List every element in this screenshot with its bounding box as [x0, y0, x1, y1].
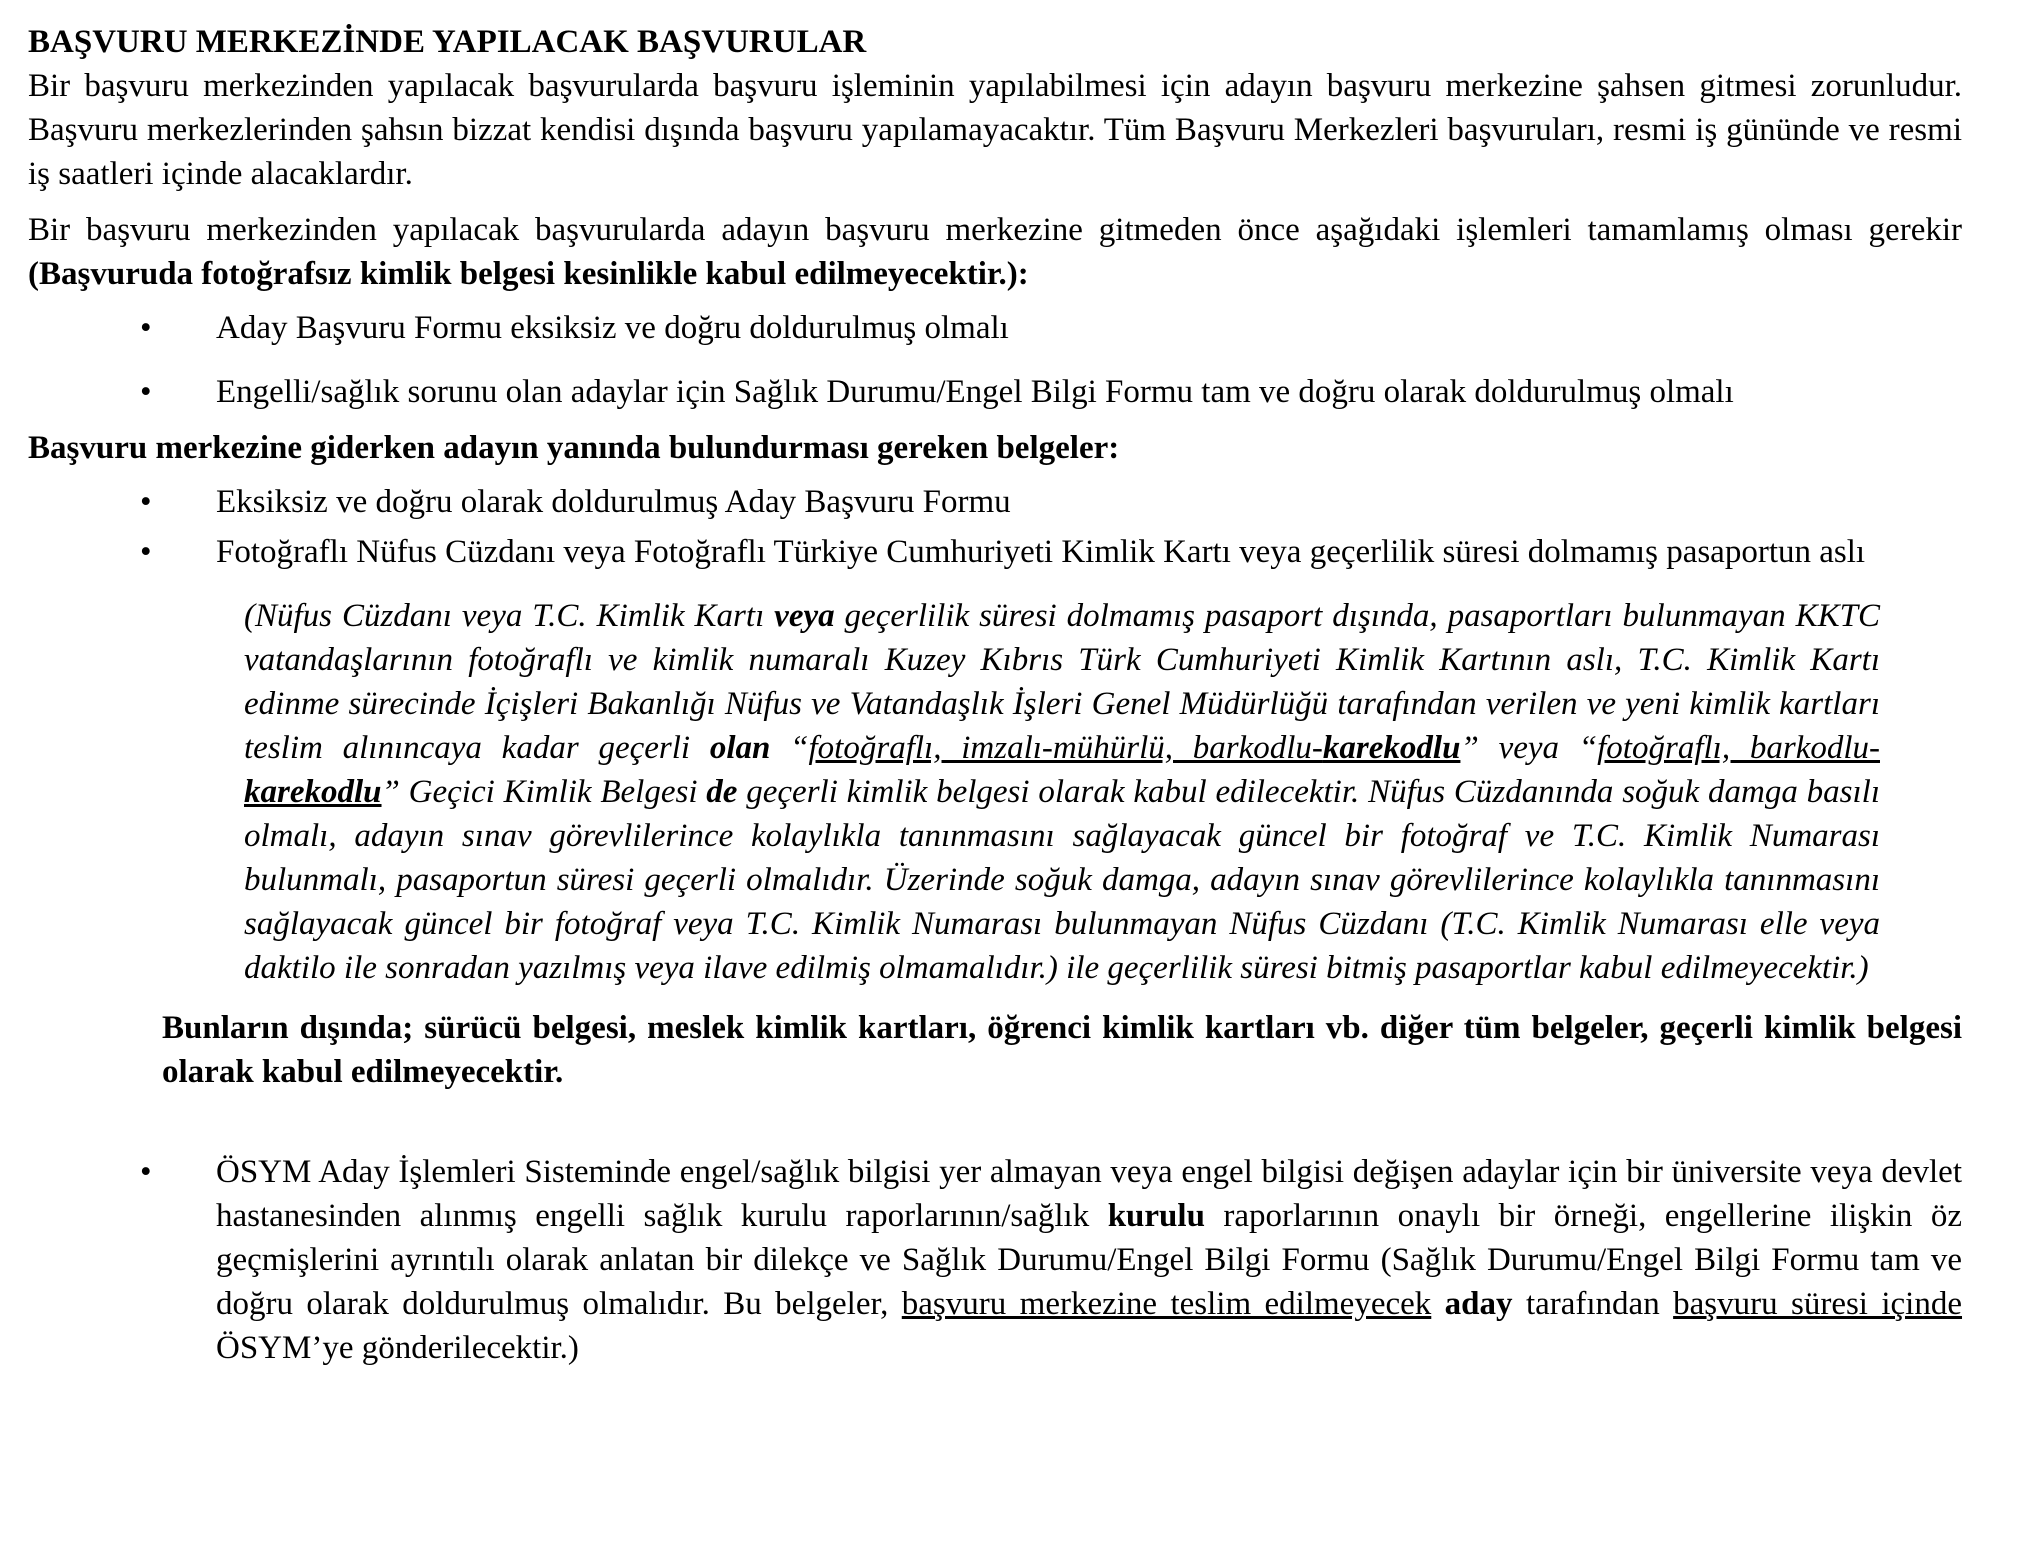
- list-item-text: Aday Başvuru Formu eksiksiz ve doğru doldurulmuş olmalı: [216, 310, 1009, 346]
- documents-heading: Başvuru merkezine giderken adayın yanında bulundurması gereken belgeler:: [28, 430, 1120, 466]
- note-bold: de: [706, 774, 738, 810]
- list-item: [28, 1150, 1962, 1370]
- list-item-text: raporlarının onaylı bir örneği, engellerine ilişkin öz geçmişlerini ayrıntılı olarak anlatan bir dilekçe ve Sağlık Durumu/Engel Bilgi Formu (Sağlık Durumu/Engel Bilgi Formu tam ve doğru olarak doldurulmuş olmalıdır. Bu belgeler,: [216, 1198, 1962, 1322]
- bullet-icon: •: [140, 1154, 152, 1190]
- list-item: [28, 306, 1962, 350]
- bold-text: kurulu: [1107, 1198, 1205, 1234]
- underlined-text: başvuru süresi içinde: [1673, 1286, 1963, 1322]
- note-bold: veya: [774, 598, 835, 634]
- list-item-text: ÖSYM Aday İşlemleri Sisteminde engel/sağlık bilgisi yer almayan veya engel bilgisi değişen adaylar için bir üniversite veya devlet hastanesinden alınmış engelli sağlık kurulu raporlarının/sağlık: [216, 1154, 1962, 1234]
- note-underline-text: fotoğraflı, imzalı-mühürlü, barkodlu-: [808, 730, 1323, 766]
- bullet-icon: •: [140, 310, 152, 346]
- note-underline-text: fotoğraflı, barkodlu-: [1597, 730, 1880, 766]
- document-title: BAŞVURU MERKEZİNDE YAPILACAK BAŞVURULAR: [28, 24, 867, 60]
- note-text: “: [770, 730, 809, 766]
- note-text: geçerlilik süresi dolmamış pasaport dışında, pasaportları bulunmayan KKTC vatandaşlarının fotoğraflı ve kimlik numaralı Kuzey Kıbrıs Türk Cumhuriyeti Kimlik Kartının aslı, T.C. Kimlik Kartı edinme sürecinde İçişleri Bakanlığı Nüfus ve Vatandaşlık İşleri Genel Müdürlüğü tarafından verilen ve yeni kimlik kartları teslim alınıncaya kadar geçerli: [244, 598, 1880, 766]
- paragraph-text: . Başvuru merkezlerinden şahsın bizzat kendisi dışında başvuru yapılamayacaktır. Tüm Başvuru Merkezleri başvuruları, resmi iş gününde ve resmi iş saatleri içinde alacaklardır.: [28, 68, 1962, 192]
- underlined-term: [809, 730, 1461, 766]
- note-text: ” veya “: [1460, 730, 1598, 766]
- bold-notice: (Başvuruda fotoğrafsız kimlik belgesi kesinlikle kabul edilmeyecektir.):: [28, 256, 1029, 292]
- warning-paragraph: Bunların dışında; sürücü belgesi, meslek kimlik kartları, öğrenci kimlik kartları vb. diğer tüm belgeler, geçerli kimlik belgesi olarak kabul edilmeyecektir.: [162, 1010, 1962, 1090]
- note-text: geçerli kimlik belgesi olarak kabul edilecektir. Nüfus Cüzdanında soğuk damga basılı olmalı, adayın sınav görevlilerince kolaylıkla tanınmasını sağlayacak güncel bir fotoğraf ve T.C. Kimlik Numarası bulunmalı, pasaportun süresi geçerli olmalıdır. Üzerinde soğuk damga, adayın sınav görevlilerince kolaylıkla tanınmasını sağlayacak güncel bir fotoğraf veya T.C. Kimlik Numarası bulunmayan Nüfus Cüzdanı (T.C. Kimlik Numarası elle veya daktilo ile sonradan yazılmış veya ilave edilmiş olmamalıdır.) ile geçerlilik süresi bitmiş pasaportlar kabul edilmeyecektir.): [244, 774, 1880, 986]
- identity-note: [244, 594, 1880, 990]
- bold-text: aday: [1431, 1286, 1513, 1322]
- note-text: ” Geçici Kimlik Belgesi: [381, 774, 707, 810]
- list-item: [28, 530, 1962, 574]
- bullet-icon: •: [140, 374, 152, 410]
- emphasized-text: gitmesi zorunludur: [1699, 68, 1954, 104]
- note-underline-bold: karekodlu: [1322, 730, 1461, 766]
- list-item: [28, 370, 1962, 414]
- list-item: [28, 480, 1962, 524]
- list-item-text: Eksiksiz ve doğru olarak doldurulmuş Aday Başvuru Formu: [216, 484, 1011, 520]
- list-item-text: tarafından: [1512, 1286, 1674, 1322]
- note-underline-bold: karekodlu: [244, 774, 382, 810]
- paragraph-text: Bir başvuru merkezinden yapılacak başvurularda adayın başvuru merkezine gitmeden önce aşağıdaki işlemleri tamamlamış olması gerekir: [28, 212, 1962, 248]
- bullet-icon: •: [140, 534, 152, 570]
- health-report-list: [28, 1150, 1962, 1370]
- paragraph-pre-steps: [28, 208, 1962, 296]
- underlined-text: başvuru merkezine teslim edilmeyecek: [901, 1286, 1432, 1322]
- note-bold: olan: [709, 730, 771, 766]
- list-item-text: Engelli/sağlık sorunu olan adaylar için Sağlık Durumu/Engel Bilgi Formu tam ve doğru olarak doldurulmuş olmalı: [216, 374, 1734, 410]
- list-item-text: Fotoğraflı Nüfus Cüzdanı veya Fotoğraflı Türkiye Cumhuriyeti Kimlik Kartı veya geçerlilik süresi dolmamış pasaportun aslı: [216, 534, 1866, 570]
- paragraph-in-person-requirement: [28, 64, 1962, 196]
- paragraph-text: Bir başvuru merkezinden yapılacak başvurularda başvuru işleminin yapılabilmesi için adayın başvuru merkezine şahsen: [28, 68, 1700, 104]
- documents-list: [28, 480, 1962, 574]
- bullet-icon: •: [140, 484, 152, 520]
- note-text: (Nüfus Cüzdanı veya T.C. Kimlik Kartı: [244, 598, 775, 634]
- pre-requirements-list: [28, 306, 1962, 414]
- list-item-text: ÖSYM’ye gönderilecektir.): [216, 1330, 579, 1366]
- document-page: [28, 20, 1962, 1370]
